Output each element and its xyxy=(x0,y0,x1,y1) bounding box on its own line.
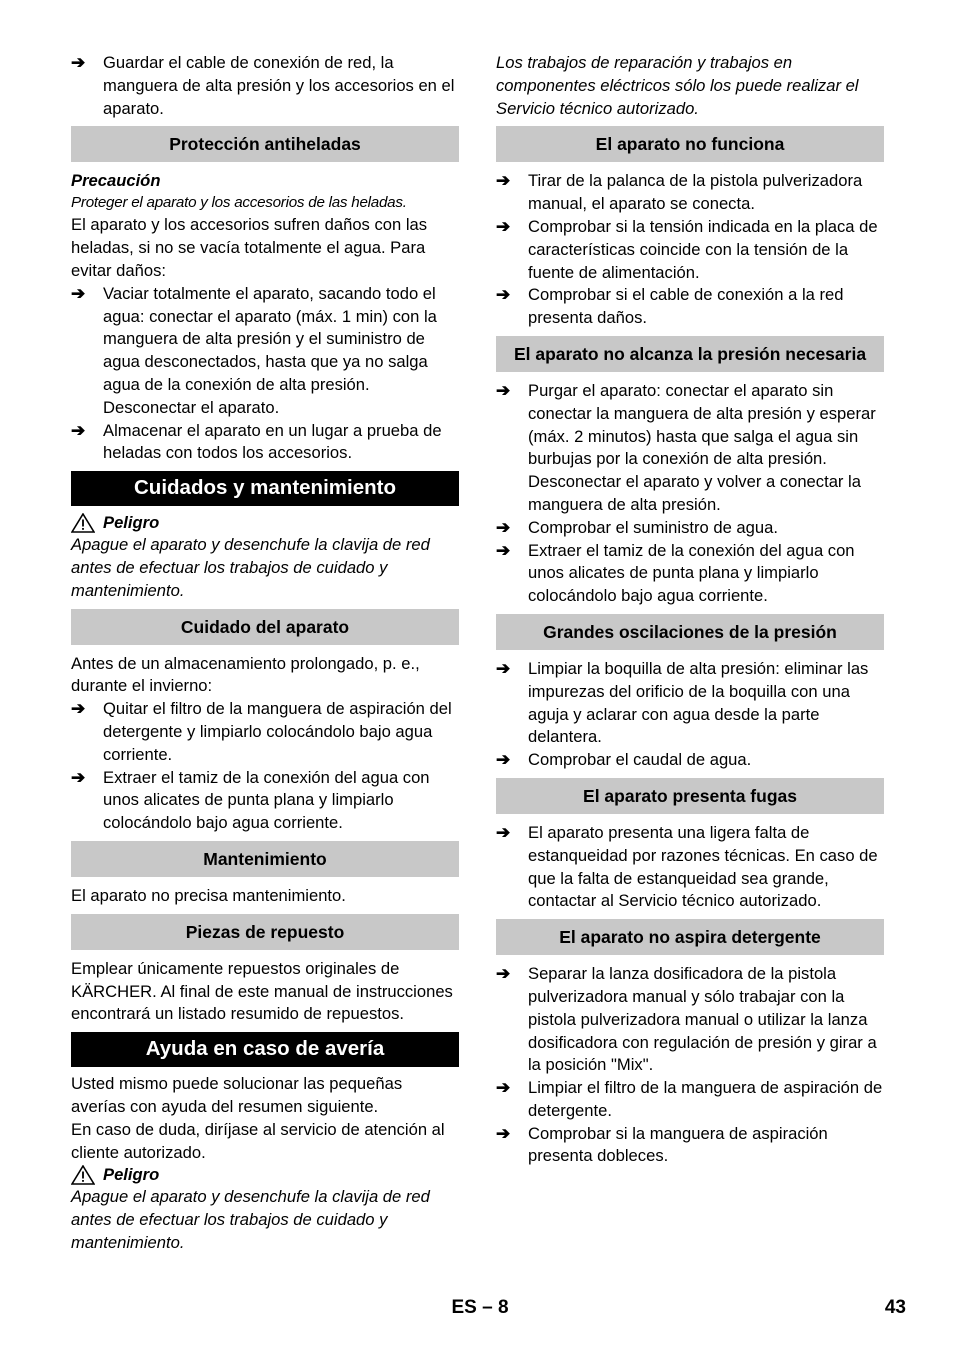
section-heading-cuidado-aparato: Cuidado del aparato xyxy=(71,609,459,645)
arrow-right-icon: ➔ xyxy=(496,380,511,400)
list-item xyxy=(496,170,884,216)
list-item xyxy=(496,658,884,749)
right-column xyxy=(496,52,884,1168)
arrow-right-icon: ➔ xyxy=(496,750,511,770)
bullet-text: Limpiar la boquilla de alta presión: eliminar las impurezas del orificio de la boquilla con una aguja y aclarar con agua desde la parte delantera. xyxy=(528,658,869,747)
arrow-right-icon: ➔ xyxy=(496,1078,511,1098)
danger-title: Peligro xyxy=(103,1165,160,1185)
bullet-text: Tirar de la palanca de la pistola pulverizadora manual, el aparato se conecta. xyxy=(528,171,863,214)
danger-text: Apague el aparato y desenchufe la clavija de red antes de efectuar los trabajos de cuidado y mantenimiento. xyxy=(71,1187,430,1252)
list-item xyxy=(496,540,884,608)
arrow-right-icon: ➔ xyxy=(496,1123,511,1143)
warning-triangle-icon xyxy=(71,513,95,533)
bullet-text: Purgar el aparato: conectar el aparato sin conectar la manguera de alta presión y esperar (máx. 2 minutos) hasta que salga el agua sin burbujas por la conexión de alta presión. Desconectar el aparato y volver a conectar la manguera de alta presión. xyxy=(528,380,876,514)
arrow-right-icon: ➔ xyxy=(71,699,86,719)
bullet-text: El aparato presenta una ligera falta de estanqueidad por razones técnicas. En caso de que la falta de estanqueidad sea grande, contactar al Servicio técnico autorizado. xyxy=(528,822,878,911)
danger-notice xyxy=(71,512,459,534)
left-column xyxy=(71,52,459,1255)
section-heading-mantenimiento: Mantenimiento xyxy=(71,841,459,877)
list-item xyxy=(71,283,459,420)
list-item xyxy=(496,216,884,284)
bullet-text: Comprobar el caudal de agua. xyxy=(528,750,752,770)
arrow-right-icon: ➔ xyxy=(496,216,511,236)
paragraph: Emplear únicamente repuestos originales de KÄRCHER. Al final de este manual de instrucciones encontrará un listado resumido de repuestos. xyxy=(71,958,453,1024)
list-item xyxy=(496,1077,884,1123)
list-item xyxy=(496,822,884,913)
chapter-heading-cuidados: Cuidados y mantenimiento xyxy=(71,471,459,506)
list-item xyxy=(71,767,459,835)
page-number: 43 xyxy=(884,1297,906,1318)
bullet-text: Comprobar el suministro de agua. xyxy=(528,517,778,537)
list-item xyxy=(71,52,459,120)
section-heading-detergente: El aparato no aspira detergente xyxy=(496,919,884,955)
bullet-text: Comprobar si el cable de conexión a la red presenta daños. xyxy=(528,285,844,328)
list-item xyxy=(496,1123,884,1169)
paragraph: El aparato no precisa mantenimiento. xyxy=(71,885,346,905)
arrow-right-icon: ➔ xyxy=(496,540,511,560)
paragraph: Usted mismo puede solucionar las pequeñas averías con ayuda del resumen siguiente. xyxy=(71,1074,403,1116)
bullet-text: Separar la lanza dosificadora de la pistola pulverizadora manual y sólo trabajar con la pistola pulverizadora manual o utilizar la lanza dosificadora con regulación de presión y girar a la posición "Mix". xyxy=(528,964,877,1075)
list-item xyxy=(496,749,884,772)
list-item xyxy=(496,963,884,1077)
arrow-right-icon: ➔ xyxy=(71,767,86,787)
arrow-right-icon: ➔ xyxy=(71,53,86,72)
list-item xyxy=(71,420,459,466)
danger-title: Peligro xyxy=(103,513,160,533)
arrow-right-icon: ➔ xyxy=(496,517,511,537)
arrow-right-icon: ➔ xyxy=(496,658,511,678)
caution-text: Proteger el aparato y los accesorios de las heladas. xyxy=(71,194,407,212)
arrow-right-icon: ➔ xyxy=(71,283,86,303)
danger-notice xyxy=(71,1164,459,1186)
section-heading-fugas: El aparato presenta fugas xyxy=(496,778,884,814)
list-item xyxy=(496,284,884,330)
section-heading-repuesto: Piezas de repuesto xyxy=(71,914,459,950)
footer-section-label: ES – 8 xyxy=(451,1297,509,1318)
bullet-text: Comprobar si la tensión indicada en la placa de características coincide con la tensión de la fuente de alimentación. xyxy=(528,216,878,282)
danger-text: Apague el aparato y desenchufe la clavija de red antes de efectuar los trabajos de cuidado y mantenimiento. xyxy=(71,535,430,600)
bullet-text: Extraer el tamiz de la conexión del agua con unos alicates de punta plana y limpiarlo colocándolo bajo agua corriente. xyxy=(528,540,855,606)
arrow-right-icon: ➔ xyxy=(496,171,511,191)
bullet-text: Extraer el tamiz de la conexión del agua con unos alicates de punta plana y limpiarlo colocándolo bajo agua corriente. xyxy=(103,767,430,833)
arrow-right-icon: ➔ xyxy=(496,822,511,842)
warning-triangle-icon xyxy=(71,1165,95,1185)
list-item xyxy=(496,517,884,540)
arrow-right-icon: ➔ xyxy=(496,964,511,984)
paragraph: Antes de un almacenamiento prolongado, p. e., durante el invierno: xyxy=(71,653,420,696)
bullet-text: Comprobar si la manguera de aspiración presenta dobleces. xyxy=(528,1123,828,1166)
list-item xyxy=(71,698,459,766)
section-heading-no-funciona: El aparato no funciona xyxy=(496,126,884,162)
bullet-text: Limpiar el filtro de la manguera de aspiración de detergente. xyxy=(528,1078,883,1120)
paragraph: El aparato y los accesorios sufren daños con las heladas, si no se vacía totalmente el agua. Para evitar daños: xyxy=(71,215,428,280)
bullet-text: Quitar el filtro de la manguera de aspiración del detergente y limpiarlo colocándolo bajo agua corriente. xyxy=(103,699,452,764)
bullet-text: Guardar el cable de conexión de red, la manguera de alta presión y los accesorios en el aparato. xyxy=(103,53,455,118)
intro-note: Los trabajos de reparación y trabajos en componentes eléctricos sólo los puede realizar el Servicio técnico autorizado. xyxy=(496,53,859,118)
list-item xyxy=(496,380,884,517)
section-heading-oscilaciones: Grandes oscilaciones de la presión xyxy=(496,614,884,650)
paragraph: En caso de duda, diríjase al servicio de atención al cliente autorizado. xyxy=(71,1119,445,1162)
section-heading-no-presion: El aparato no alcanza la presión necesaria xyxy=(496,336,884,372)
caution-title: Precaución xyxy=(71,171,161,191)
chapter-heading-ayuda: Ayuda en caso de avería xyxy=(71,1032,459,1067)
section-heading-antiheladas: Protección antiheladas xyxy=(71,126,459,162)
bullet-text: Almacenar el aparato en un lugar a prueba de heladas con todos los accesorios. xyxy=(103,420,442,463)
bullet-text: Vaciar totalmente el aparato, sacando todo el agua: conectar el aparato (máx. 1 min) con la manguera de alta presión y el suministro de agua desconectados, hasta que ya no salga agua de la conexión de alta presión. Desconectar el aparato. xyxy=(103,283,437,417)
arrow-right-icon: ➔ xyxy=(496,285,511,305)
arrow-right-icon: ➔ xyxy=(71,420,86,440)
